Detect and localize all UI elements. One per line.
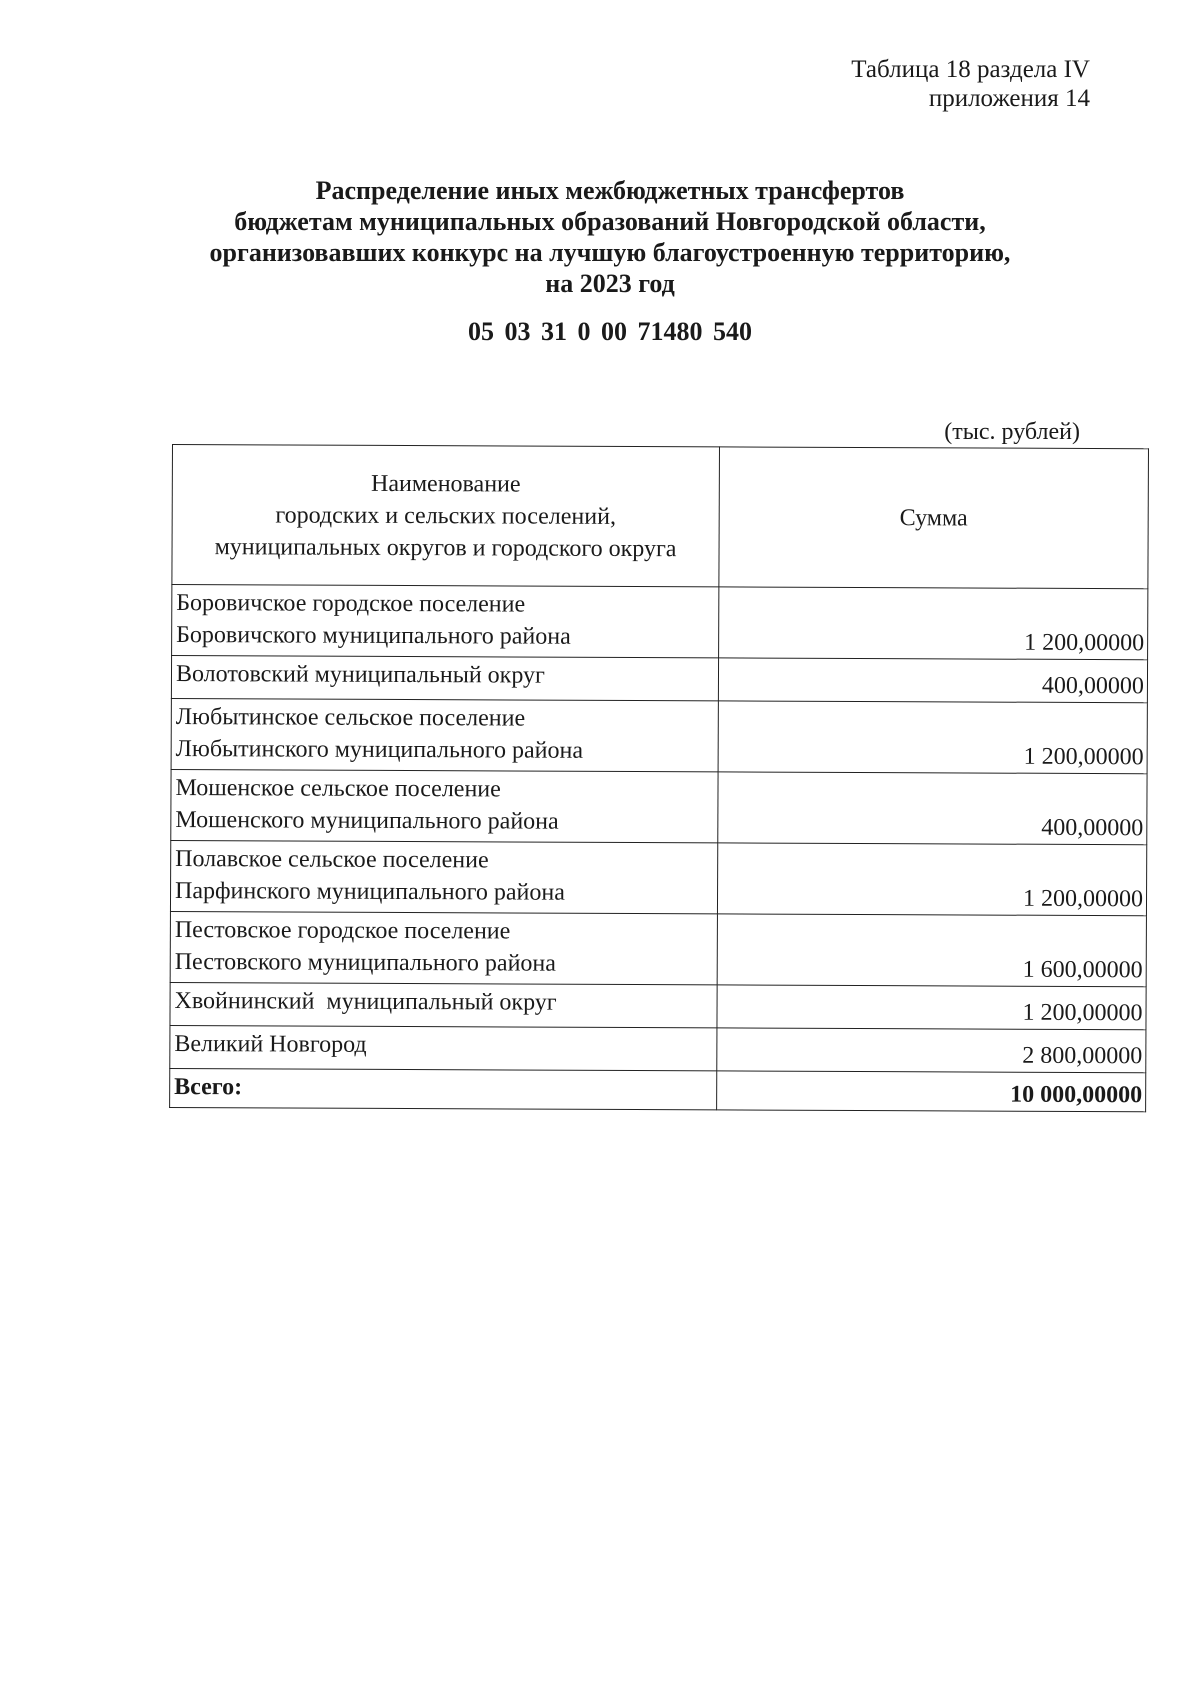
table-row	[170, 982, 1146, 1029]
row-amount-cell: 400,00000	[718, 658, 1147, 703]
table-row	[171, 656, 1147, 703]
distribution-table	[169, 444, 1149, 1112]
row-name-cell	[170, 982, 717, 1027]
units-label: (тыс. рублей)	[944, 419, 1080, 445]
row-name-cell	[170, 840, 717, 913]
row-amount-cell: 1 200,00000	[719, 587, 1148, 660]
header-name-line3: муниципальных округов и городского округа	[214, 533, 677, 562]
table-row	[171, 698, 1147, 773]
row-amount-cell: 2 800,00000	[717, 1028, 1146, 1073]
table-reference-line2: приложения 14	[928, 85, 1090, 112]
row-name-cell	[171, 656, 718, 701]
table-row	[172, 585, 1148, 660]
row-name-line2: Мошенского муниципального района	[175, 807, 559, 835]
row-name-line1: Волотовский муниципальный округ	[175, 661, 545, 689]
row-name-line2: Любытинского муниципального района	[175, 736, 584, 764]
table-row	[170, 911, 1146, 986]
row-amount-cell: 1 600,00000	[717, 914, 1146, 987]
title-line4: на 2023 год	[545, 269, 675, 298]
table-row	[170, 840, 1146, 915]
table-reference-line1: Таблица 18 раздела IV	[851, 56, 1090, 83]
table-header-row	[172, 445, 1149, 589]
row-name-line1: Пестовское городское поселение	[174, 917, 511, 945]
row-name-line2: Боровичского муниципального района	[176, 622, 571, 650]
row-amount-cell: 400,00000	[718, 772, 1147, 845]
header-name-line2: городских и сельских поселений,	[275, 501, 617, 530]
row-name-line2: Пестовского муниципального района	[174, 949, 557, 977]
row-amount-cell: 1 200,00000	[718, 701, 1147, 774]
table-reference	[851, 55, 1090, 113]
row-name-cell	[170, 911, 717, 984]
row-name-line1: Полавское сельское поселение	[175, 846, 489, 874]
row-name-cell	[171, 769, 718, 842]
title-line2: бюджетам муниципальных образований Новгородской области,	[234, 207, 986, 236]
row-name-line2: Парфинского муниципального района	[174, 878, 565, 906]
row-name-line1: Великий Новгород	[174, 1031, 367, 1058]
row-amount-cell: 1 200,00000	[717, 843, 1146, 916]
total-row	[170, 1068, 1146, 1111]
budget-code: 05 03 31 0 00 71480 540	[468, 317, 752, 346]
row-name-line1: Хвойнинский муниципальный округ	[174, 988, 557, 1016]
row-name-cell	[171, 698, 718, 771]
total-label: Всего:	[170, 1068, 717, 1109]
total-amount: 10 000,00000	[717, 1071, 1146, 1112]
row-amount-cell: 1 200,00000	[717, 985, 1146, 1030]
row-name-line1: Боровичское городское поселение	[176, 590, 526, 618]
document-title	[160, 175, 1060, 299]
row-name-cell	[172, 585, 719, 658]
row-name-line1: Мошенское сельское поселение	[175, 775, 501, 803]
table-row	[171, 769, 1147, 844]
header-name-line1: Наименование	[371, 470, 521, 498]
row-name-cell	[170, 1025, 717, 1070]
header-name-cell	[172, 445, 720, 587]
header-amount-cell: Сумма	[719, 447, 1149, 589]
row-name-line1: Любытинское сельское поселение	[175, 704, 526, 732]
title-line3: организовавших конкурс на лучшую благоустроенную территорию,	[209, 238, 1011, 267]
title-line1: Распределение иных межбюджетных трансфертов	[315, 176, 905, 205]
table-row	[170, 1025, 1146, 1072]
